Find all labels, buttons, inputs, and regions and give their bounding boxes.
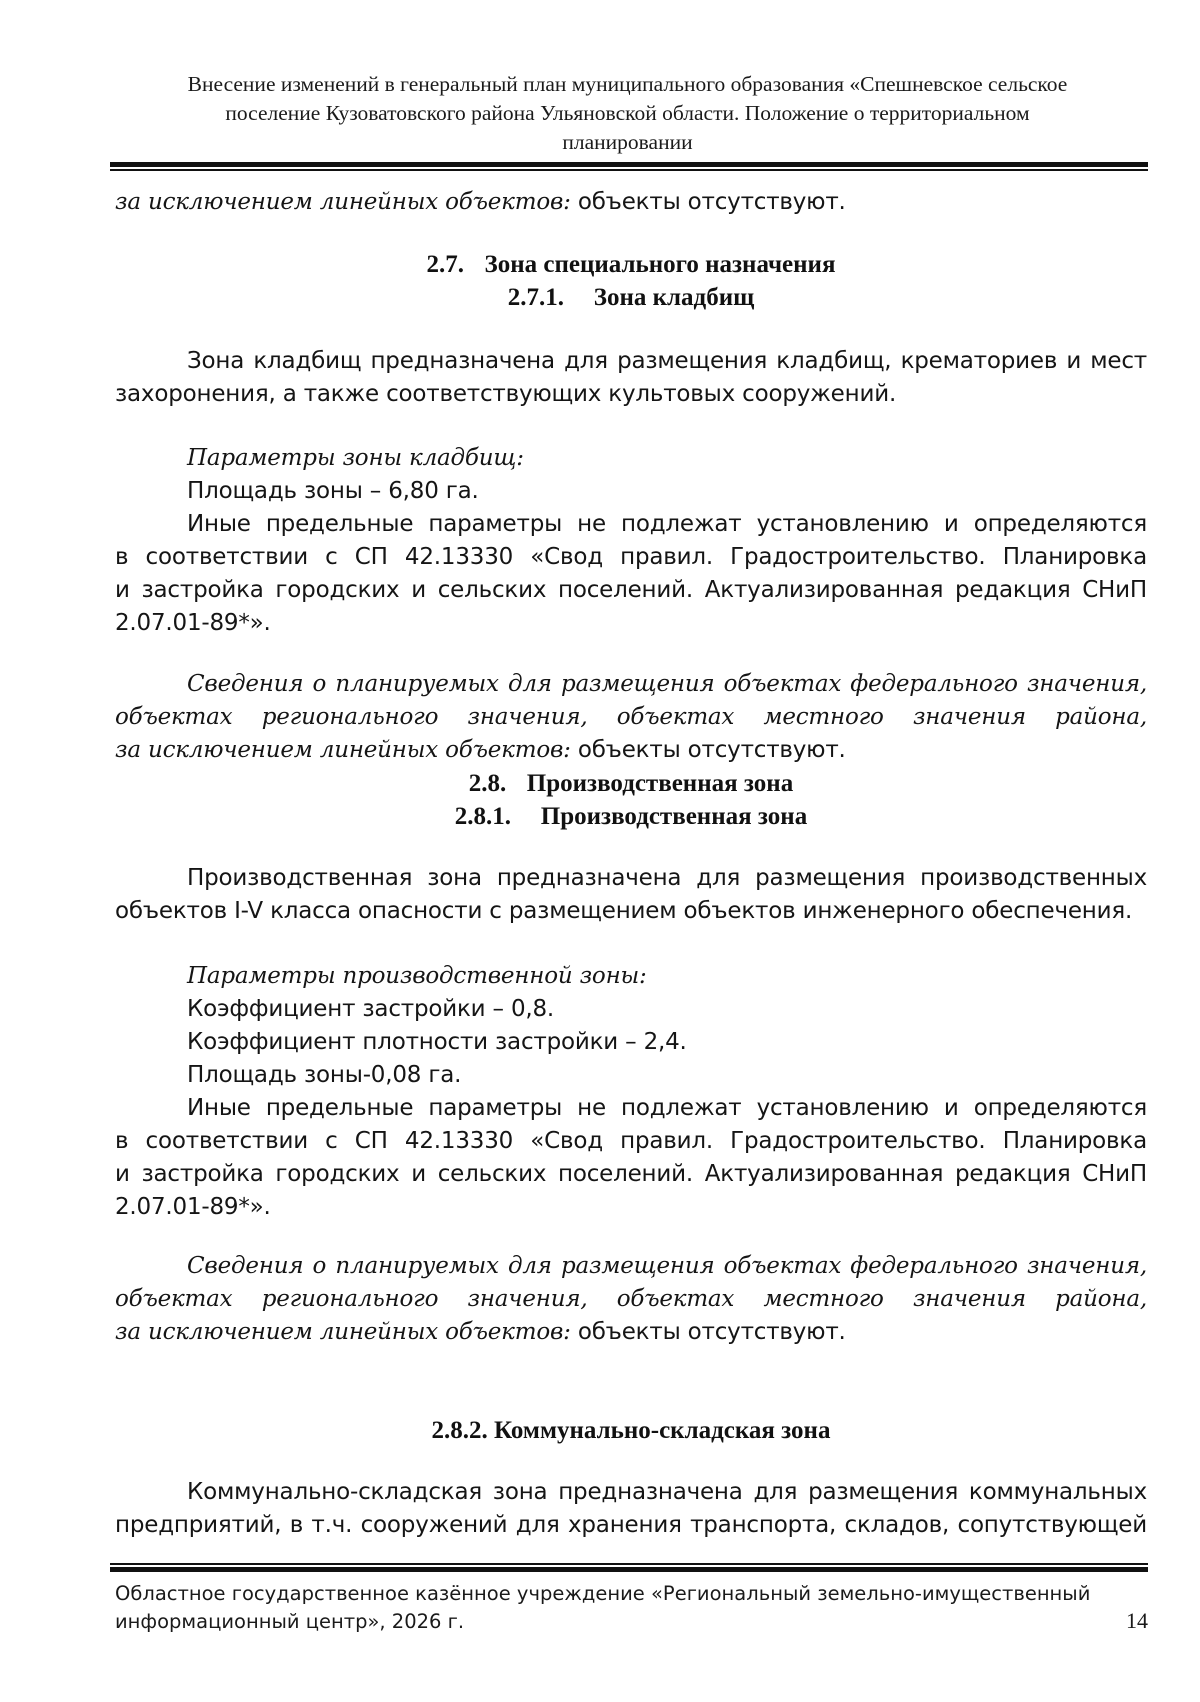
page-number: 14 [1126,1608,1148,1633]
intro-italic: за исключением линейных объектов: [115,189,571,215]
section-2-8-heading [115,767,1147,800]
section-2-8-1-title: Производственная зона [540,803,808,830]
cemetery-other-line-1: Иные предельные параметры не подлежат установлению и определяются [187,511,1147,537]
section-2-8-2-heading: 2.8.2. Коммунально-складская зона [431,1417,831,1444]
intro-paragraph [115,186,1147,219]
cemetery-info-italic: за исключением линейных объектов: [115,737,571,763]
header-line-1: Внесение изменений в генеральный план муниципального образования «Спешневское сельское [187,72,1068,96]
industrial-info-italic: за исключением линейных объектов: [115,1319,571,1345]
section-2-7-heading [115,248,1147,281]
section-2-8-number: 2.8. [468,770,507,797]
industrial-info-line-1: Сведения о планируемых для размещения объектах федерального значения, [187,1253,1147,1279]
industrial-description [115,862,1147,928]
industrial-other-line-4: 2.07.01-89*». [115,1194,271,1220]
section-2-7-number: 2.7. [426,251,464,278]
section-2-8-title: Производственная зона [526,770,794,797]
industrial-params-title: Параметры производственной зоны: [187,963,647,989]
industrial-info [115,1250,1147,1349]
industrial-other-line-1: Иные предельные параметры не подлежат установлению и определяются [187,1095,1147,1121]
header-divider [110,162,1148,171]
industrial-info-normal: объекты отсутствуют. [570,1319,846,1345]
cemetery-other-line-4: 2.07.01-89*». [115,610,271,636]
cemetery-other-line-3: и застройка городских и сельских поселений. Актуализированная редакция СНиП [115,577,1147,603]
footer-line-2: информационный центр», 2026 г. [115,1610,465,1633]
industrial-info-line-2: объектах регионального значения, объектах местного значения района, [115,1286,1147,1312]
industrial-description-line-1: Производственная зона предназначена для размещения производственных [187,865,1147,891]
industrial-param-coef: Коэффициент застройки – 0,8. [187,996,555,1022]
cemetery-info-normal: объекты отсутствуют. [570,737,846,763]
industrial-other-line-2: в соответствии с СП 42.13330 «Свод правил. Градостроительство. Планировка [115,1128,1147,1154]
industrial-param-density: Коэффициент плотности застройки – 2,4. [187,1029,687,1055]
cemetery-description-line-1: Зона кладбищ предназначена для размещения кладбищ, крематориев и мест [187,348,1147,374]
communal-description [115,1476,1147,1542]
section-2-7-1-title: Зона кладбищ [593,284,755,311]
section-2-7-1-heading [115,281,1147,314]
footer-divider [110,1563,1148,1572]
header-line-2: поселение Кузоватовского района Ульяновской области. Положение о территориальном [225,101,1030,125]
header-line-3: планировании [562,130,693,154]
cemetery-params-title: Параметры зоны кладбищ: [187,445,524,471]
section-2-8-1-number: 2.8.1. [454,803,512,830]
section-2-8-1-heading [115,800,1147,833]
section-2-7-title: Зона специального назначения [484,251,836,278]
cemetery-info [115,668,1147,767]
footer-line-1: Областное государственное казённое учреждение «Региональный земельно-имущественный [115,1582,1091,1605]
industrial-other-line-3: и застройка городских и сельских поселений. Актуализированная редакция СНиП [115,1161,1147,1187]
industrial-param-area: Площадь зоны-0,08 га. [187,1062,462,1088]
industrial-params [115,960,1147,1224]
industrial-description-line-2: объектов I-V класса опасности с размещением объектов инженерного обеспечения. [115,898,1133,924]
cemetery-other-line-2: в соответствии с СП 42.13330 «Свод правил. Градостроительство. Планировка [115,544,1147,570]
cemetery-param-area: Площадь зоны – 6,80 га. [187,478,479,504]
cemetery-params [115,442,1147,640]
communal-description-line-2: предприятий, в т.ч. сооружений для хранения транспорта, складов, сопутствующей [115,1512,1147,1538]
communal-description-line-1: Коммунально-складская зона предназначена для размещения коммунальных [187,1479,1147,1505]
cemetery-description-line-2: захоронения, а также соответствующих культовых сооружений. [115,381,897,407]
cemetery-info-line-3 [115,734,1147,767]
section-2-7-1-number: 2.7.1. [507,284,565,311]
cemetery-description [115,345,1147,411]
page-header [110,70,1145,157]
cemetery-info-line-2: объектах регионального значения, объектах местного значения района, [115,704,1147,730]
industrial-info-line-3 [115,1316,1147,1349]
intro-normal: объекты отсутствуют. [570,189,846,215]
cemetery-info-line-1: Сведения о планируемых для размещения объектах федерального значения, [187,671,1147,697]
page-footer [115,1580,1147,1636]
